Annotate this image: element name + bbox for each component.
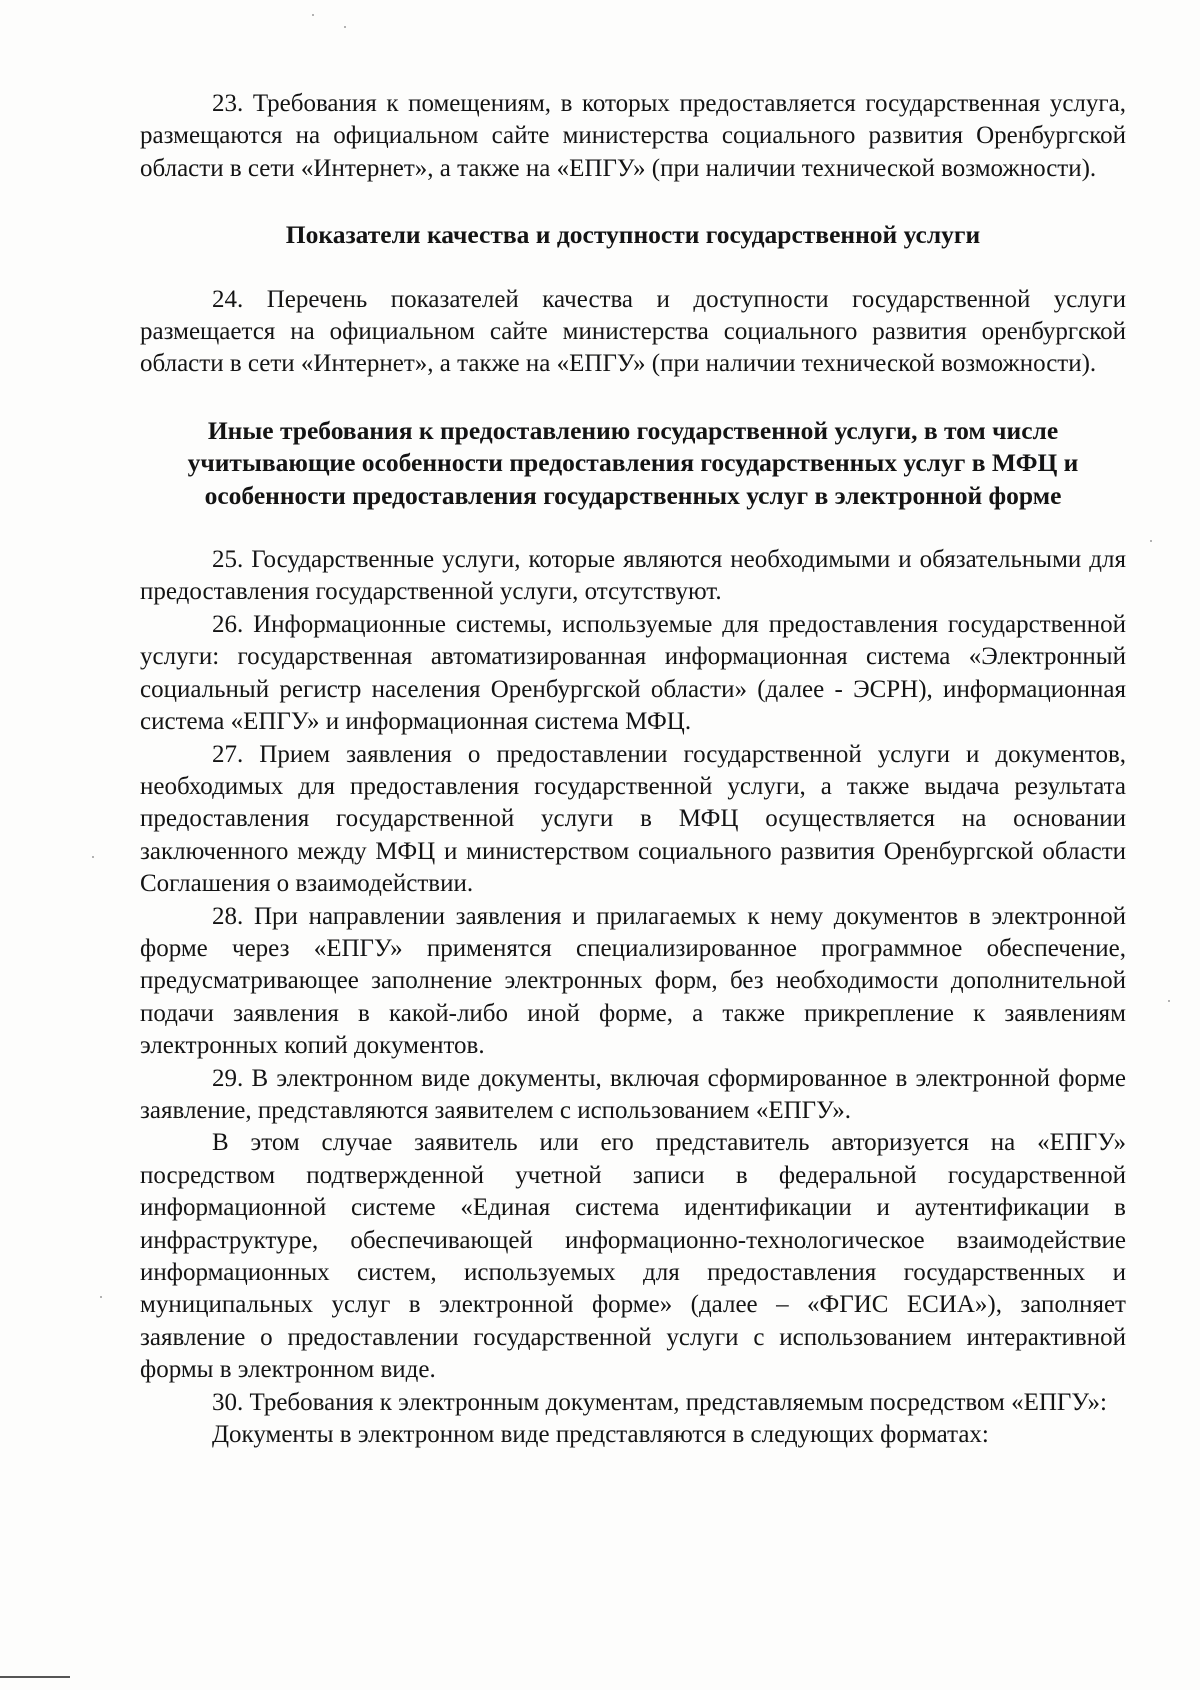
document-body [140, 88, 1126, 1451]
section-spacer [140, 381, 1126, 415]
section-spacer [140, 252, 1126, 284]
paragraph-26: 26. Информационные системы, используемые для предоставления государственной услуги: государственная автоматизированная информационная система «Электронный социальный регистр населения Оренбургской области» (далее - ЭСРН), информационная система «ЕПГУ» и информационная система МФЦ. [140, 610, 1126, 736]
scan-speck [1150, 540, 1152, 542]
paragraph-30-continued: Документы в электронном виде представляются в следующих форматах: [212, 1421, 989, 1449]
paragraph-28: 28. При направлении заявления и прилагаемых к нему документов в электронной форме через «ЕПГУ» применятся специализированное программное обеспечение, предусматривающее заполнение электронных форм, без необходимости дополнительной подачи заявления в какой-либо иной форме, а также прикрепление к заявлениям электронных копий документов. [140, 902, 1126, 1060]
scan-speck [1168, 1000, 1170, 1002]
scan-edge-mark [0, 1676, 70, 1678]
paragraph-29: 29. В электронном виде документы, включая сформированное в электронной форме заявление, представляются заявителем с использованием «ЕПГУ». [140, 1064, 1126, 1124]
scan-speck [344, 26, 346, 28]
paragraph-23: 23. Требования к помещениям, в которых предоставляется государственная услуга, размещаются на официальном сайте министерства социального развития Оренбургской области в сети «Интернет», а также на «ЕПГУ» (при наличии технической возможности). [140, 90, 1126, 182]
section-heading-quality: Показатели качества и доступности государственной услуги [285, 220, 981, 250]
scan-speck [92, 856, 94, 858]
scan-speck [312, 14, 314, 16]
paragraph-25: 25. Государственные услуги, которые являются необходимыми и обязательными для предоставления государственной услуги, отсутствуют. [140, 546, 1126, 606]
section-heading-other-requirements: Иные требования к предоставлению государственной услуги, в том числе учитывающие особенности предоставления государственных услуг в МФЦ и особенности предоставления государственных услуг в электронной форме [187, 415, 1079, 510]
section-spacer [140, 185, 1126, 219]
scan-speck [100, 1296, 102, 1298]
section-spacer [140, 512, 1126, 544]
paragraph-30: 30. Требования к электронным документам, представляемым посредством «ЕПГУ»: [212, 1388, 1107, 1416]
paragraph-27: 27. Прием заявления о предоставлении государственной услуги и документов, необходимых для предоставления государственной услуги, а также выдача результата предоставления государственной услуги в МФЦ осуществляется на основании заключенного между МФЦ и министерством социального развития Оренбургской области Соглашения о взаимодействии. [140, 740, 1126, 898]
paragraph-24: 24. Перечень показателей качества и доступности государственной услуги размещается на официальном сайте министерства социального развития оренбургской области в сети «Интернет», а также на «ЕПГУ» (при наличии технической возможности). [140, 285, 1126, 378]
paragraph-29-continued: В этом случае заявитель или его представитель авторизуется на «ЕПГУ» посредством подтвержденной учетной записи в федеральной государственной информационной системе «Единая система идентификации и аутентификации в инфраструктуре, обеспечивающей информационно-технологическое взаимодействие информационных систем, используемых для предоставления государственных и муниципальных услуг в электронной форме» (далее – «ФГИС ЕСИА»), заполняет заявление о предоставлении государственной услуги с использованием интерактивной формы в электронном виде. [140, 1129, 1126, 1384]
